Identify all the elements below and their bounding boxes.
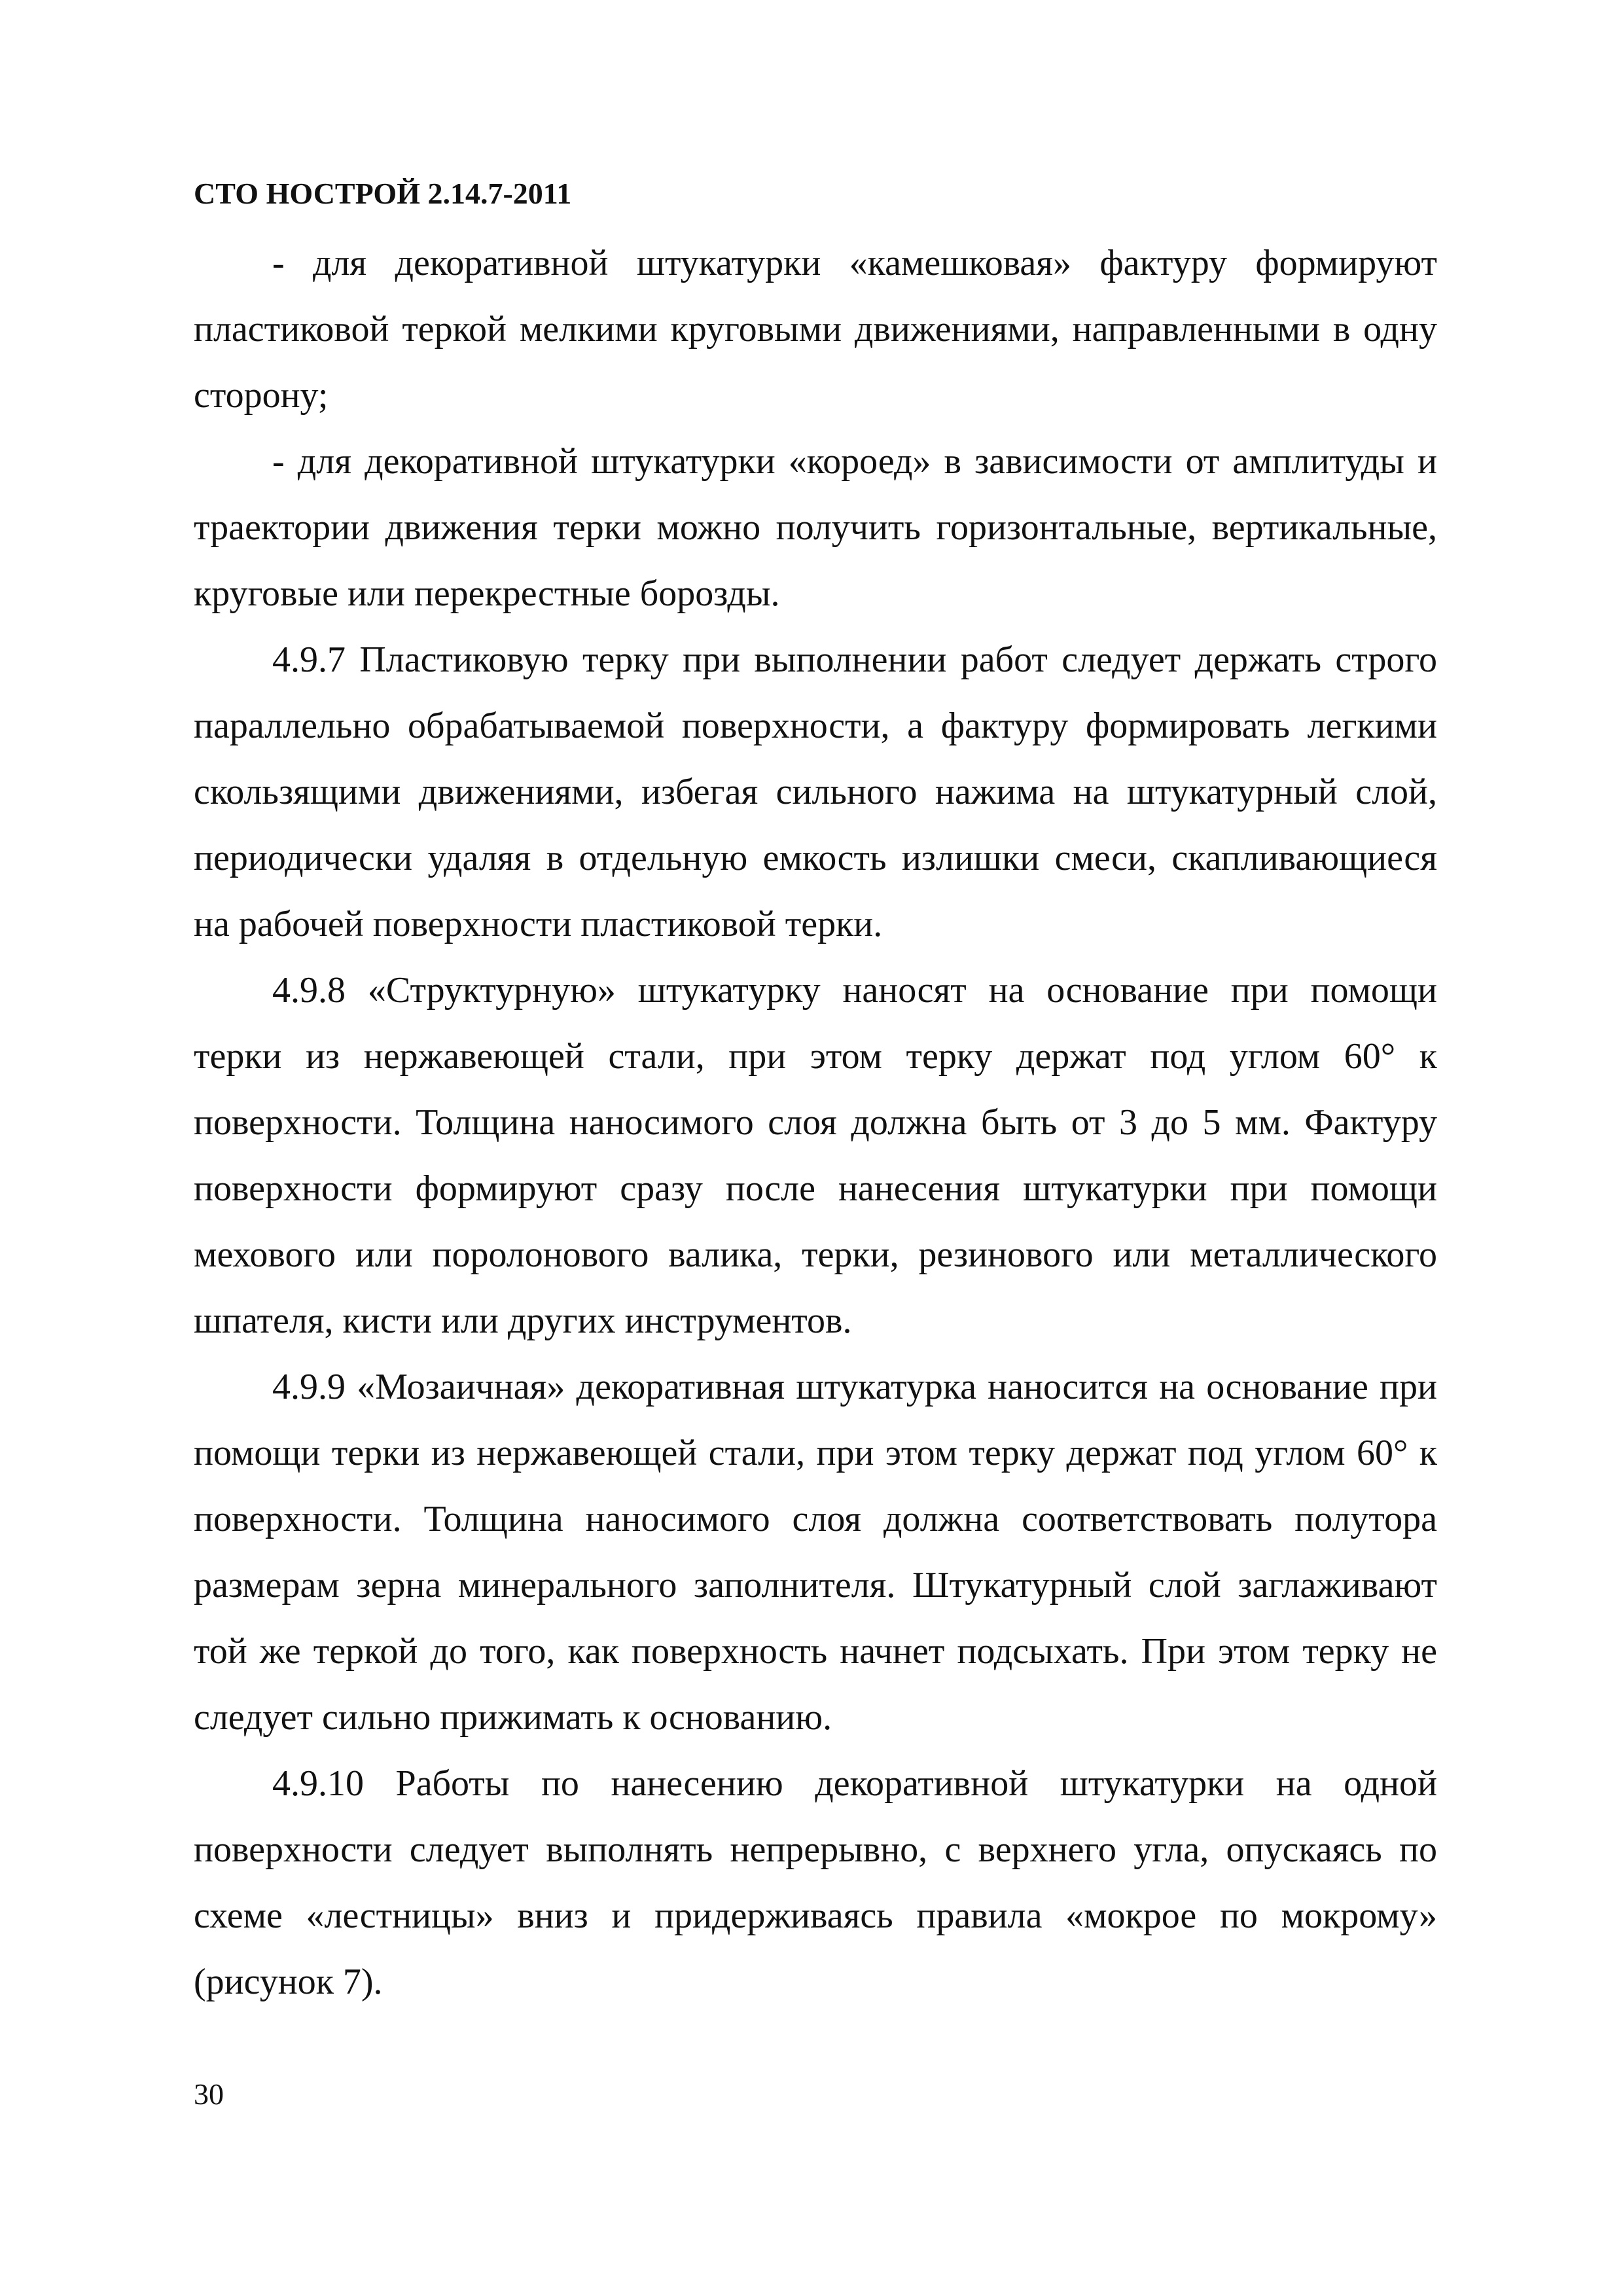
- paragraph-4-9-10: 4.9.10 Работы по нанесению декоративной штукатурки на одной поверхности следует выполнять непрерывно, с верхнего угла, опускаясь по схеме «лестницы» вниз и придерживаясь правила «мокрое по мокрому» (рисунок 7).: [194, 1763, 1437, 2002]
- paragraph-4-9-7: 4.9.7 Пластиковую терку при выполнении работ следует держать строго параллельно обрабатываемой поверхности, а фактуру формировать легкими скользящими движениями, избегая сильного нажима на штукатурный слой, периодически удаляя в отдельную емкость излишки смеси, скапливающиеся на рабочей поверхности пластиковой терки.: [194, 639, 1437, 944]
- paragraph-koroed: - для декоративной штукатурки «короед» в зависимости от амплитуды и траектории движения терки можно получить горизонтальные, вертикальные, круговые или перекрестные борозды.: [194, 441, 1437, 614]
- paragraph-4-9-8: 4.9.8 «Структурную» штукатурку наносят на основание при помощи терки из нержавеющей стали, при этом терку держат под углом 60° к поверхности. Толщина наносимого слоя должна быть от 3 до 5 мм. Фактуру поверхности формируют сразу после нанесения штукатурки при помощи мехового или поролонового валика, терки, резинового или металлического шпателя, кисти или других инструментов.: [194, 970, 1437, 1341]
- page-number: 30: [194, 2077, 224, 2111]
- document-code-header: СТО НОСТРОЙ 2.14.7-2011: [194, 177, 572, 210]
- paragraph-kameshkovaya: - для декоративной штукатурки «камешковая» фактуру формируют пластиковой теркой мелкими круговыми движениями, направленными в одну сторону;: [194, 243, 1437, 416]
- document-page: [194, 174, 1437, 2015]
- paragraph-4-9-9: 4.9.9 «Мозаичная» декоративная штукатурка наносится на основание при помощи терки из нержавеющей стали, при этом терку держат под углом 60° к поверхности. Толщина наносимого слоя должна соответствовать полутора размерам зерна минерального заполнителя. Штукатурный слой заглаживают той же теркой до того, как поверхность начнет подсыхать. При этом терку не следует сильно прижимать к основанию.: [194, 1367, 1437, 1738]
